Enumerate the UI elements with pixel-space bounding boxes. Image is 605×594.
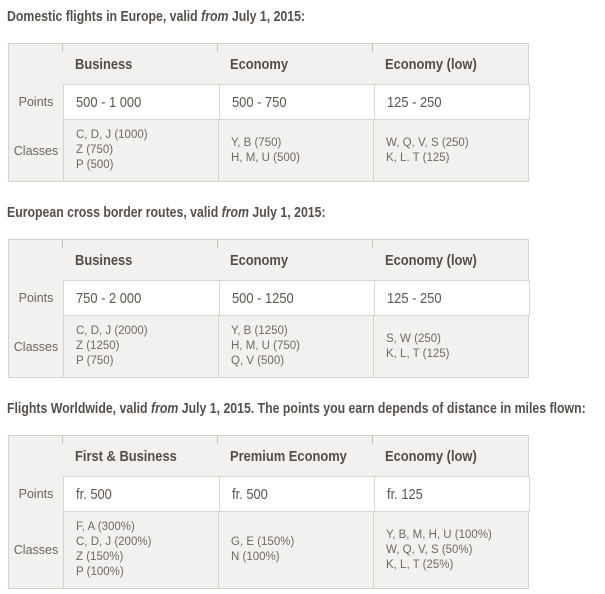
corner-cell (9, 44, 63, 84)
title-text: Flights Worldwide, valid (7, 400, 151, 417)
title-italic: from (150, 400, 179, 417)
class-line: Y, B (750) (231, 136, 282, 149)
classes-row (9, 512, 528, 588)
points-row (9, 84, 528, 120)
class-line: F, A (300%) (76, 521, 135, 533)
class-line: Y, B, M, H, U (100%) (386, 528, 492, 541)
classes-row (9, 316, 528, 377)
fare-section-domestic (7, 8, 605, 182)
title-text: European cross border routes, valid (7, 204, 222, 221)
points-band (63, 84, 530, 120)
class-line: C, D, J (2000) (76, 325, 148, 337)
column-header-label: Economy (low) (385, 251, 477, 269)
points-band (63, 280, 530, 316)
fare-table (8, 239, 529, 378)
class-line: K, L. T (125) (386, 151, 450, 164)
title-text: July 1, 2015: (248, 204, 326, 221)
row-label-points: Points (18, 487, 54, 501)
points-value-cell (374, 477, 529, 511)
points-row (9, 280, 528, 316)
class-line: G, E (150%) (231, 536, 295, 548)
title-text: Domestic flights in Europe, valid (7, 8, 202, 25)
points-value-cell (374, 85, 529, 119)
corner-cell (9, 436, 63, 476)
class-line: K, L, T (25%) (386, 558, 454, 571)
class-line: Z (750) (76, 144, 114, 156)
fare-section-worldwide (7, 400, 605, 589)
column-header-label: Economy (low) (385, 55, 477, 73)
points-value-cell (64, 85, 219, 119)
class-line: P (100%) (76, 566, 124, 578)
table-header-row (9, 44, 528, 84)
title-italic: from (221, 204, 249, 221)
fare-table (8, 435, 529, 589)
fare-section-cross-border (7, 204, 605, 378)
table-header-row (9, 240, 528, 280)
column-header-label: Economy (230, 251, 289, 269)
title-italic: from (201, 8, 229, 25)
classes-value-cell (218, 120, 373, 181)
points-value: 125 - 250 (387, 289, 442, 307)
row-label-points: Points (18, 291, 54, 305)
column-header-label: Business (75, 55, 133, 73)
points-value: fr. 125 (387, 485, 423, 503)
points-value-cell (64, 477, 219, 511)
class-line: Z (150%) (76, 551, 124, 563)
class-line: Q, V (500) (231, 355, 285, 367)
column-header (218, 44, 373, 84)
row-label-classes: Classes (13, 339, 59, 354)
class-line: Y, B (1250) (231, 325, 288, 337)
column-header-label: Premium Economy (230, 447, 347, 465)
class-line: K, L, T (125) (386, 347, 450, 360)
points-value-cell (219, 85, 374, 119)
points-value: fr. 500 (76, 485, 112, 503)
corner-cell (9, 240, 63, 280)
column-header (63, 436, 218, 476)
row-label-classes: Classes (13, 143, 59, 158)
classes-value-cell (218, 512, 373, 588)
points-band (63, 476, 530, 512)
class-line: H, M, U (500) (231, 151, 301, 164)
classes-value-cell (373, 512, 528, 588)
class-line: H, M, U (750) (231, 340, 301, 352)
section-title (7, 8, 605, 25)
title-text: July 1, 2015. The points you earn depends of distance in miles flown: (178, 400, 586, 417)
class-line: P (500) (76, 159, 114, 171)
points-value: 125 - 250 (387, 93, 442, 111)
class-line: C, D, J (1000) (76, 129, 148, 141)
classes-value-cell (63, 316, 218, 377)
title-text: July 1, 2015: (228, 8, 306, 25)
class-line: Z (1250) (76, 340, 120, 352)
points-value-cell (64, 281, 219, 315)
class-line: W, Q, V, S (50%) (386, 543, 473, 556)
points-row (9, 476, 528, 512)
column-header (63, 240, 218, 280)
points-value: 500 - 1250 (232, 289, 294, 307)
row-label-classes: Classes (13, 543, 59, 557)
table-header-row (9, 436, 528, 476)
points-value-cell (219, 477, 374, 511)
points-value: 500 - 750 (232, 93, 287, 111)
fare-table (8, 43, 529, 182)
points-value-cell (374, 281, 529, 315)
classes-value-cell (373, 120, 528, 181)
points-value: 750 - 2 000 (76, 289, 142, 307)
row-label-points: Points (18, 95, 54, 109)
class-line: C, D, J (200%) (76, 536, 152, 548)
classes-value-cell (63, 512, 218, 588)
class-line: W, Q, V, S (250) (386, 136, 469, 149)
points-value-cell (219, 281, 374, 315)
section-title (7, 204, 605, 221)
column-header-label: First & Business (75, 447, 177, 465)
column-header-label: Economy (230, 55, 289, 73)
column-header (373, 240, 528, 280)
column-header (373, 436, 528, 476)
class-line: P (750) (76, 355, 114, 367)
section-title (7, 400, 605, 417)
points-value: 500 - 1 000 (76, 93, 142, 111)
classes-row (9, 120, 528, 181)
classes-value-cell (373, 316, 528, 377)
classes-value-cell (63, 120, 218, 181)
points-value: fr. 500 (232, 485, 268, 503)
class-line: N (100%) (231, 551, 280, 563)
column-header (218, 240, 373, 280)
column-header (373, 44, 528, 84)
classes-value-cell (218, 316, 373, 377)
column-header (218, 436, 373, 476)
column-header-label: Business (75, 251, 133, 269)
class-line: S, W (250) (386, 332, 441, 345)
column-header-label: Economy (low) (385, 447, 477, 465)
column-header (63, 44, 218, 84)
